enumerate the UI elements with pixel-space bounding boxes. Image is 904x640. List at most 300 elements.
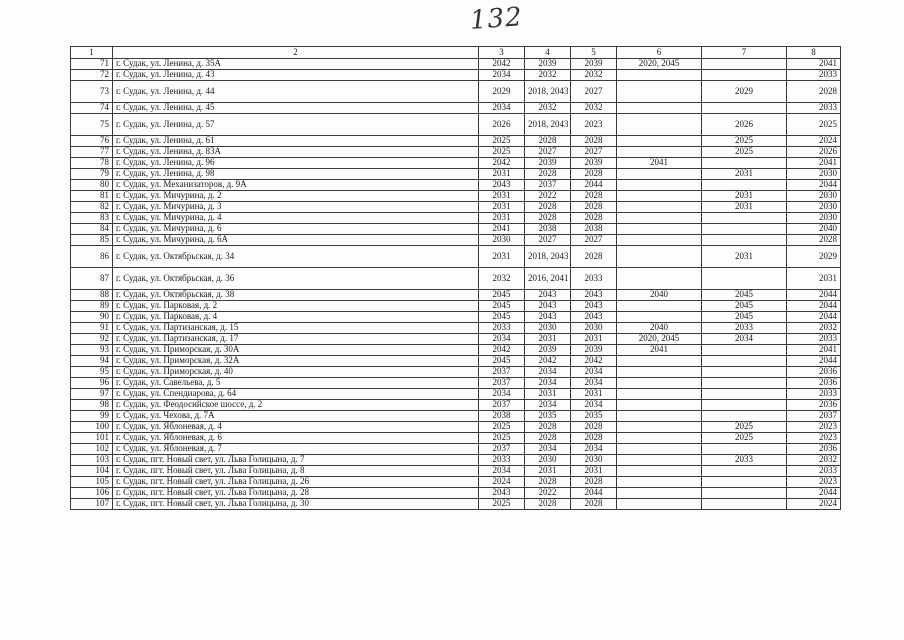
table-row — [71, 103, 841, 114]
year-cell-col8: 2040 — [787, 224, 841, 235]
row-number-cell: 86 — [71, 246, 113, 268]
year-cell-col4: 2042 — [525, 356, 571, 367]
year-cell-col4: 2034 — [525, 444, 571, 455]
year-cell-col3: 2033 — [479, 455, 525, 466]
year-cell-col6 — [617, 389, 702, 400]
year-cell-col4: 2018, 2043 — [525, 246, 571, 268]
table-body — [71, 59, 841, 510]
year-cell-col4: 2022 — [525, 488, 571, 499]
year-cell-col8: 2041 — [787, 345, 841, 356]
year-cell-col5: 2028 — [571, 433, 617, 444]
year-cell-col3: 2041 — [479, 224, 525, 235]
address-cell: г. Судак, ул. Ленина, д. 45 — [113, 103, 479, 114]
year-cell-col6: 2041 — [617, 158, 702, 169]
year-cell-col3: 2030 — [479, 235, 525, 246]
year-cell-col5: 2034 — [571, 444, 617, 455]
year-cell-col8: 2033 — [787, 389, 841, 400]
year-cell-col6: 2020, 2045 — [617, 334, 702, 345]
year-cell-col6 — [617, 81, 702, 103]
row-number-cell: 100 — [71, 422, 113, 433]
year-cell-col3: 2043 — [479, 180, 525, 191]
table-row — [71, 147, 841, 158]
year-cell-col3: 2034 — [479, 334, 525, 345]
year-cell-col5: 2038 — [571, 224, 617, 235]
row-number-cell: 105 — [71, 477, 113, 488]
year-cell-col7 — [702, 444, 787, 455]
year-cell-col4: 2028 — [525, 136, 571, 147]
year-cell-col5: 2028 — [571, 477, 617, 488]
table-row — [71, 70, 841, 81]
year-cell-col6 — [617, 444, 702, 455]
year-cell-col7: 2029 — [702, 81, 787, 103]
year-cell-col7 — [702, 59, 787, 70]
address-cell: г. Судак, ул. Ленина, д. 98 — [113, 169, 479, 180]
year-cell-col5: 2030 — [571, 455, 617, 466]
column-header: 2 — [113, 47, 479, 59]
address-cell: г. Судак, ул. Парковая, д. 2 — [113, 301, 479, 312]
year-cell-col3: 2045 — [479, 312, 525, 323]
year-cell-col6 — [617, 191, 702, 202]
year-cell-col8: 2030 — [787, 202, 841, 213]
address-cell: г. Судак, ул. Савельева, д. 5 — [113, 378, 479, 389]
year-cell-col4: 2022 — [525, 191, 571, 202]
year-cell-col5: 2028 — [571, 499, 617, 510]
table-row — [71, 455, 841, 466]
year-cell-col6 — [617, 180, 702, 191]
year-cell-col4: 2032 — [525, 70, 571, 81]
year-cell-col4: 2043 — [525, 301, 571, 312]
year-cell-col8: 2044 — [787, 180, 841, 191]
year-cell-col4: 2043 — [525, 312, 571, 323]
year-cell-col7 — [702, 367, 787, 378]
table-row — [71, 169, 841, 180]
year-cell-col4: 2028 — [525, 433, 571, 444]
year-cell-col8: 2023 — [787, 477, 841, 488]
address-cell: г. Судак, ул. Приморская, д. 40 — [113, 367, 479, 378]
year-cell-col8: 2044 — [787, 301, 841, 312]
year-cell-col3: 2037 — [479, 400, 525, 411]
data-table — [70, 46, 841, 510]
year-cell-col8: 2044 — [787, 312, 841, 323]
table-row — [71, 499, 841, 510]
address-cell: г. Судак, пгт. Новый свет, ул. Льва Голицына, д. 28 — [113, 488, 479, 499]
year-cell-col5: 2034 — [571, 400, 617, 411]
year-cell-col6 — [617, 268, 702, 290]
year-cell-col6 — [617, 433, 702, 444]
address-cell: г. Судак, ул. Ленина, д. 35А — [113, 59, 479, 70]
year-cell-col8: 2037 — [787, 411, 841, 422]
year-cell-col5: 2023 — [571, 114, 617, 136]
address-cell: г. Судак, ул. Ленина, д. 57 — [113, 114, 479, 136]
year-cell-col7: 2033 — [702, 323, 787, 334]
row-number-cell: 83 — [71, 213, 113, 224]
address-cell: г. Судак, ул. Мичурина, д. 2 — [113, 191, 479, 202]
year-cell-col6 — [617, 400, 702, 411]
table-row — [71, 356, 841, 367]
year-cell-col5: 2031 — [571, 389, 617, 400]
column-header: 5 — [571, 47, 617, 59]
year-cell-col4: 2034 — [525, 400, 571, 411]
row-number-cell: 85 — [71, 235, 113, 246]
year-cell-col8: 2041 — [787, 59, 841, 70]
year-cell-col5: 2035 — [571, 411, 617, 422]
year-cell-col8: 2028 — [787, 235, 841, 246]
year-cell-col4: 2028 — [525, 169, 571, 180]
year-cell-col7 — [702, 180, 787, 191]
year-cell-col5: 2034 — [571, 367, 617, 378]
year-cell-col8: 2033 — [787, 103, 841, 114]
year-cell-col7 — [702, 70, 787, 81]
table-row — [71, 81, 841, 103]
year-cell-col4: 2031 — [525, 389, 571, 400]
year-cell-col4: 2030 — [525, 323, 571, 334]
row-number-cell: 82 — [71, 202, 113, 213]
row-number-cell: 106 — [71, 488, 113, 499]
address-cell: г. Судак, ул. Мичурина, д. 4 — [113, 213, 479, 224]
row-number-cell: 78 — [71, 158, 113, 169]
year-cell-col8: 2028 — [787, 81, 841, 103]
row-number-cell: 104 — [71, 466, 113, 477]
year-cell-col7: 2025 — [702, 147, 787, 158]
year-cell-col7: 2025 — [702, 433, 787, 444]
year-cell-col3: 2037 — [479, 444, 525, 455]
row-number-cell: 81 — [71, 191, 113, 202]
year-cell-col4: 2031 — [525, 466, 571, 477]
year-cell-col8: 2024 — [787, 499, 841, 510]
year-cell-col5: 2044 — [571, 180, 617, 191]
row-number-cell: 76 — [71, 136, 113, 147]
year-cell-col5: 2028 — [571, 422, 617, 433]
year-cell-col8: 2033 — [787, 466, 841, 477]
year-cell-col5: 2043 — [571, 290, 617, 301]
year-cell-col8: 2023 — [787, 433, 841, 444]
year-cell-col8: 2026 — [787, 147, 841, 158]
year-cell-col7 — [702, 235, 787, 246]
row-number-cell: 88 — [71, 290, 113, 301]
table-row — [71, 290, 841, 301]
year-cell-col4: 2034 — [525, 378, 571, 389]
year-cell-col3: 2031 — [479, 202, 525, 213]
row-number-cell: 72 — [71, 70, 113, 81]
year-cell-col5: 2030 — [571, 323, 617, 334]
year-cell-col7 — [702, 268, 787, 290]
column-header: 3 — [479, 47, 525, 59]
year-cell-col3: 2034 — [479, 389, 525, 400]
year-cell-col3: 2024 — [479, 477, 525, 488]
year-cell-col6 — [617, 411, 702, 422]
year-cell-col7 — [702, 499, 787, 510]
year-cell-col5: 2028 — [571, 213, 617, 224]
year-cell-col7: 2031 — [702, 246, 787, 268]
year-cell-col5: 2028 — [571, 202, 617, 213]
year-cell-col8: 2024 — [787, 136, 841, 147]
year-cell-col6 — [617, 312, 702, 323]
row-number-cell: 103 — [71, 455, 113, 466]
year-cell-col6 — [617, 103, 702, 114]
table-row — [71, 411, 841, 422]
year-cell-col8: 2030 — [787, 169, 841, 180]
row-number-cell: 97 — [71, 389, 113, 400]
table-row — [71, 136, 841, 147]
table-row — [71, 312, 841, 323]
year-cell-col8: 2023 — [787, 422, 841, 433]
address-cell: г. Судак, ул. Октябрьская, д. 36 — [113, 268, 479, 290]
address-cell: г. Судак, ул. Приморская, д. 30А — [113, 345, 479, 356]
year-cell-col7 — [702, 411, 787, 422]
address-cell: г. Судак, ул. Яблоневая, д. 6 — [113, 433, 479, 444]
year-cell-col5: 2027 — [571, 81, 617, 103]
address-cell: г. Судак, ул. Ленина, д. 83А — [113, 147, 479, 158]
year-cell-col6 — [617, 378, 702, 389]
row-number-cell: 71 — [71, 59, 113, 70]
year-cell-col3: 2029 — [479, 81, 525, 103]
year-cell-col3: 2038 — [479, 411, 525, 422]
year-cell-col7: 2045 — [702, 290, 787, 301]
year-cell-col6: 2020, 2045 — [617, 59, 702, 70]
column-header: 6 — [617, 47, 702, 59]
year-cell-col6: 2040 — [617, 290, 702, 301]
year-cell-col3: 2025 — [479, 433, 525, 444]
address-cell: г. Судак, пгт. Новый свет, ул. Льва Голицына, д. 8 — [113, 466, 479, 477]
year-cell-col7: 2025 — [702, 136, 787, 147]
table-row — [71, 158, 841, 169]
year-cell-col7 — [702, 158, 787, 169]
address-cell: г. Судак, ул. Яблоневая, д. 4 — [113, 422, 479, 433]
table-row — [71, 433, 841, 444]
year-cell-col8: 2031 — [787, 268, 841, 290]
year-cell-col4: 2039 — [525, 158, 571, 169]
year-cell-col6 — [617, 477, 702, 488]
address-cell: г. Судак, ул. Мичурина, д. 6 — [113, 224, 479, 235]
year-cell-col8: 2036 — [787, 367, 841, 378]
year-cell-col3: 2045 — [479, 290, 525, 301]
address-cell: г. Судак, ул. Октябрьская, д. 34 — [113, 246, 479, 268]
year-cell-col4: 2032 — [525, 103, 571, 114]
address-cell: г. Судак, ул. Партизанская, д. 17 — [113, 334, 479, 345]
table-row — [71, 235, 841, 246]
year-cell-col4: 2018, 2043 — [525, 114, 571, 136]
address-cell: г. Судак, ул. Октябрьская, д. 38 — [113, 290, 479, 301]
year-cell-col6 — [617, 499, 702, 510]
table-row — [71, 224, 841, 235]
year-cell-col3: 2042 — [479, 158, 525, 169]
table-row — [71, 246, 841, 268]
row-number-cell: 92 — [71, 334, 113, 345]
year-cell-col6: 2040 — [617, 323, 702, 334]
year-cell-col6 — [617, 455, 702, 466]
year-cell-col5: 2028 — [571, 136, 617, 147]
address-cell: г. Судак, ул. Спендиарова, д. 64 — [113, 389, 479, 400]
year-cell-col3: 2031 — [479, 246, 525, 268]
year-cell-col3: 2032 — [479, 268, 525, 290]
row-number-cell: 87 — [71, 268, 113, 290]
year-cell-col3: 2037 — [479, 378, 525, 389]
year-cell-col5: 2034 — [571, 378, 617, 389]
year-cell-col3: 2033 — [479, 323, 525, 334]
year-cell-col3: 2034 — [479, 70, 525, 81]
year-cell-col8: 2044 — [787, 488, 841, 499]
year-cell-col5: 2032 — [571, 70, 617, 81]
address-cell: г. Судак, ул. Феодосийское шоссе, д. 2 — [113, 400, 479, 411]
year-cell-col5: 2028 — [571, 191, 617, 202]
row-number-cell: 98 — [71, 400, 113, 411]
year-cell-col4: 2031 — [525, 334, 571, 345]
row-number-cell: 80 — [71, 180, 113, 191]
year-cell-col7: 2033 — [702, 455, 787, 466]
year-cell-col7 — [702, 466, 787, 477]
year-cell-col4: 2028 — [525, 202, 571, 213]
year-cell-col7: 2045 — [702, 312, 787, 323]
year-cell-col8: 2036 — [787, 378, 841, 389]
year-cell-col7 — [702, 488, 787, 499]
year-cell-col6 — [617, 301, 702, 312]
address-cell: г. Судак, ул. Ленина, д. 61 — [113, 136, 479, 147]
year-cell-col5: 2043 — [571, 301, 617, 312]
year-cell-col5: 2031 — [571, 466, 617, 477]
row-number-cell: 75 — [71, 114, 113, 136]
year-cell-col8: 2025 — [787, 114, 841, 136]
column-header: 7 — [702, 47, 787, 59]
year-cell-col4: 2028 — [525, 213, 571, 224]
address-cell: г. Судак, ул. Мичурина, д. 3 — [113, 202, 479, 213]
address-cell: г. Судак, пгт. Новый свет, ул. Льва Голицына, д. 30 — [113, 499, 479, 510]
year-cell-col3: 2043 — [479, 488, 525, 499]
year-cell-col3: 2025 — [479, 422, 525, 433]
year-cell-col6 — [617, 235, 702, 246]
year-cell-col7 — [702, 345, 787, 356]
table-row — [71, 378, 841, 389]
address-cell: г. Судак, ул. Партизанская, д. 15 — [113, 323, 479, 334]
table-row — [71, 191, 841, 202]
row-number-cell: 84 — [71, 224, 113, 235]
address-cell: г. Судак, ул. Яблоневая, д. 7 — [113, 444, 479, 455]
year-cell-col6: 2041 — [617, 345, 702, 356]
year-cell-col3: 2042 — [479, 59, 525, 70]
table-row — [71, 334, 841, 345]
row-number-cell: 102 — [71, 444, 113, 455]
row-number-cell: 95 — [71, 367, 113, 378]
year-cell-col7 — [702, 213, 787, 224]
table-row — [71, 202, 841, 213]
table-row — [71, 466, 841, 477]
address-cell: г. Судак, ул. Парковая, д. 4 — [113, 312, 479, 323]
table-row — [71, 444, 841, 455]
year-cell-col7: 2031 — [702, 169, 787, 180]
row-number-cell: 101 — [71, 433, 113, 444]
year-cell-col3: 2031 — [479, 169, 525, 180]
table-row — [71, 301, 841, 312]
year-cell-col4: 2043 — [525, 290, 571, 301]
table-header-row — [71, 47, 841, 59]
year-cell-col8: 2044 — [787, 290, 841, 301]
address-cell: г. Судак, ул. Чехова, д. 7А — [113, 411, 479, 422]
year-cell-col4: 2028 — [525, 499, 571, 510]
year-cell-col8: 2032 — [787, 323, 841, 334]
column-header: 4 — [525, 47, 571, 59]
row-number-cell: 107 — [71, 499, 113, 510]
year-cell-col7: 2034 — [702, 334, 787, 345]
year-cell-col6 — [617, 136, 702, 147]
year-cell-col3: 2031 — [479, 191, 525, 202]
year-cell-col5: 2039 — [571, 59, 617, 70]
year-cell-col5: 2028 — [571, 169, 617, 180]
address-cell: г. Судак, ул. Ленина, д. 43 — [113, 70, 479, 81]
address-cell: г. Судак, ул. Ленина, д. 44 — [113, 81, 479, 103]
address-cell: г. Судак, ул. Ленина, д. 96 — [113, 158, 479, 169]
row-number-cell: 93 — [71, 345, 113, 356]
year-cell-col3: 2045 — [479, 301, 525, 312]
year-cell-col7 — [702, 400, 787, 411]
year-cell-col5: 2043 — [571, 312, 617, 323]
table-row — [71, 180, 841, 191]
year-cell-col6 — [617, 70, 702, 81]
year-cell-col5: 2039 — [571, 158, 617, 169]
table-row — [71, 323, 841, 334]
year-cell-col8: 2029 — [787, 246, 841, 268]
year-cell-col4: 2039 — [525, 345, 571, 356]
column-header: 8 — [787, 47, 841, 59]
year-cell-col8: 2032 — [787, 455, 841, 466]
year-cell-col4: 2028 — [525, 422, 571, 433]
year-cell-col8: 2041 — [787, 158, 841, 169]
table-row — [71, 422, 841, 433]
year-cell-col4: 2027 — [525, 147, 571, 158]
year-cell-col4: 2016, 2041 — [525, 268, 571, 290]
year-cell-col6 — [617, 224, 702, 235]
year-cell-col3: 2025 — [479, 499, 525, 510]
year-cell-col3: 2042 — [479, 345, 525, 356]
year-cell-col6 — [617, 114, 702, 136]
table-row — [71, 400, 841, 411]
year-cell-col5: 2039 — [571, 345, 617, 356]
year-cell-col8: 2030 — [787, 191, 841, 202]
year-cell-col8: 2036 — [787, 400, 841, 411]
row-number-cell: 89 — [71, 301, 113, 312]
year-cell-col8: 2044 — [787, 356, 841, 367]
year-cell-col6 — [617, 356, 702, 367]
row-number-cell: 99 — [71, 411, 113, 422]
year-cell-col4: 2028 — [525, 477, 571, 488]
row-number-cell: 94 — [71, 356, 113, 367]
year-cell-col7 — [702, 378, 787, 389]
year-cell-col6 — [617, 246, 702, 268]
table-row — [71, 213, 841, 224]
year-cell-col7: 2045 — [702, 301, 787, 312]
table-row — [71, 488, 841, 499]
year-cell-col4: 2018, 2043 — [525, 81, 571, 103]
row-number-cell: 79 — [71, 169, 113, 180]
year-cell-col8: 2036 — [787, 444, 841, 455]
page-number: 132 — [469, 2, 524, 36]
year-cell-col5: 2042 — [571, 356, 617, 367]
address-cell: г. Судак, ул. Мичурина, д. 6А — [113, 235, 479, 246]
year-cell-col6 — [617, 466, 702, 477]
year-cell-col5: 2027 — [571, 235, 617, 246]
row-number-cell: 73 — [71, 81, 113, 103]
table-row — [71, 114, 841, 136]
year-cell-col5: 2027 — [571, 147, 617, 158]
year-cell-col6 — [617, 213, 702, 224]
year-cell-col8: 2033 — [787, 334, 841, 345]
address-cell: г. Судак, пгт. Новый свет, ул. Льва Голицына, д. 26 — [113, 477, 479, 488]
table-row — [71, 59, 841, 70]
year-cell-col4: 2035 — [525, 411, 571, 422]
year-cell-col3: 2045 — [479, 356, 525, 367]
year-cell-col7: 2026 — [702, 114, 787, 136]
row-number-cell: 77 — [71, 147, 113, 158]
year-cell-col6 — [617, 202, 702, 213]
year-cell-col3: 2034 — [479, 103, 525, 114]
